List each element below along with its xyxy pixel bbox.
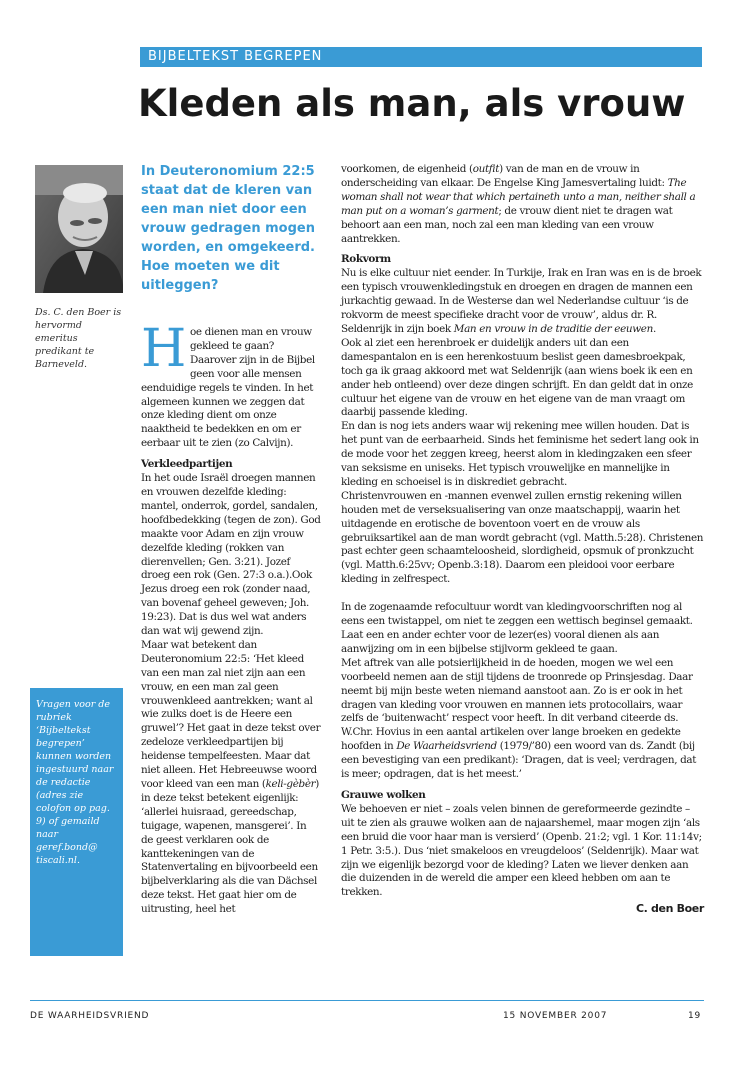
subheading-rokvorm: Rokvorm bbox=[341, 253, 391, 266]
subheading-verkleedpartijen: Verkleedpartijen bbox=[141, 458, 233, 471]
paragraph: In het oude Israël droegen mannen en vrouwen dezelfde kleding: mantel, onderrok, gordel, sandalen, hoofdbedekking (tegen de zon). God maakte voor Adam en zijn vrouw dezelfde kleding (rokken van dierenvellen; Gen. 3:21). Jozef droeg een rok (Gen. 27:3 o.a.).Ook Jezus droeg een rok (zonder naad, van bovenaf geheel geweven; Joh. 19:23). Dat is dus wel wat anders dan wat wij gewend zijn. bbox=[141, 472, 321, 638]
paragraph: We behoeven er niet – zoals velen binnen de gereformeerde gezindte – uit te zien als grauwe wolken aan de najaarshemel, maar mogen zijn ‘als een bruid die voor haar man is versierd’ (Openb. 21:2; vgl. 1 Kor. 11:14v; 1 Petr. 3:5.). Dus ‘niet smakeloos en vreugdeloos’ (Seldenrijk). Maar wat zijn we eigenlijk bezorgd voor de kleding? Laten we liever denken aan die duizenden in de wereld die amper een kleed hebben om aan te trekken. bbox=[341, 802, 702, 899]
magazine-title: De Waarheidsvriend bbox=[396, 740, 497, 753]
author-photo bbox=[35, 165, 123, 293]
paragraph: In de zogenaamde refocultuur wordt van kledingvoorschriften nog al eens een twistappel, om niet te zeggen een wettisch beginsel gemaakt. Laat een en ander echter voor de lezer(es) vooral dienen als aan aanwijzing om in een bijbelse stijlvorm gekleed te gaan. bbox=[341, 601, 693, 655]
paragraph: En dan is nog iets anders waar wij rekening mee willen houden. Dat is het punt van de eerbaarheid. Sinds het feminisme het sedert lang ook in de mode voor het zeggen kreeg, heerst alom in kledingzaken een sfeer van seksisme en uniseks. Het typisch vrouwelijke en mannelijke in kleding en schoeisel is in diskrediet gebracht. bbox=[341, 420, 699, 488]
article-column-right bbox=[341, 163, 704, 916]
paragraph: Nu is elke cultuur niet eender. In Turkije, Irak en Iran was en is de broek een typisch vrouwenkledingstuk en droegen en dragen de mannen een jurkachtig gewaad. In de Westerse dan wel Nederlandse cultuur ‘is de rokvorm de meest specifieke dracht voor de vrouw’, aldus dr. R. Seldenrijk in zijn boek Man en vrouw in de traditie der eeuwen. bbox=[341, 267, 702, 335]
paragraph: voorkomen, de eigenheid (outfit) van de man en de vrouw in onderscheiding van elkaar. De Engelse King Jamesvertaling luidt: The woman shall not wear that which pertaineth unto a man, neither shall a man put on a woman’s garment; de vrouw dient niet te dragen wat behoort aan een man, noch zal een man kleding van een vrouw aantrekken. bbox=[341, 163, 696, 245]
footer-rule bbox=[30, 1000, 704, 1001]
footer-date: 15 NOVEMBER 2007 bbox=[503, 1011, 608, 1021]
submission-note-box bbox=[30, 688, 123, 956]
paragraph: Hoe dienen man en vrouw gekleed te gaan? Daarover zijn in de Bijbel geen voor alle mensen eenduidige regels te vinden. In het algemeen kunnen we zeggen dat onze kleding dient om onze naaktheid te bedekken en om er eerbaar uit te zien (zo Calvijn). bbox=[141, 319, 315, 450]
article-column-left bbox=[141, 319, 321, 917]
book-title: Man en vrouw in de traditie der eeuwen bbox=[453, 322, 653, 335]
submission-note-text: Vragen voor de rubriek ‘Bijbeltekst begrepen’ kunnen worden ingestuurd naar de redactie (adres zie colofon op pag. 9) of gemaild naar geref.bond@ tiscali.nl. bbox=[36, 699, 114, 866]
kjv-quote: The woman shall not wear that which pertaineth unto a man, neither shall a man put on a woman’s garment bbox=[341, 176, 696, 217]
footer-page-number: 19 bbox=[688, 1011, 702, 1021]
section-tag-label: BIJBELTEKST BEGREPEN bbox=[148, 49, 323, 64]
subheading-grauwe-wolken: Grauwe wolken bbox=[341, 788, 426, 801]
section-tag bbox=[140, 47, 702, 67]
paragraph: Christenvrouwen en -mannen evenwel zullen ernstig rekening willen houden met de verseksualisering van onze maatschappij, waarin het uitdagende en erotische de boventoon voert en de vrouw als gebruiksartikel aan de man wordt gebracht (vgl. Matth.5:28). Christenen past echter geen schaamteloosheid, slordigheid, opsmuk of pronkzucht (vgl. Matth.6:25vv; Openb.3:18). Daarom een pleidooi voor eerbare kleding in zelfrespect. bbox=[341, 489, 704, 586]
drop-cap: H bbox=[141, 319, 186, 379]
intro-lead: In Deuteronomium 22:5 staat dat de kleren van een man niet door een vrouw gedragen mogen worden, en omgekeerd. Hoe moeten we dit uitleggen? bbox=[141, 164, 315, 293]
author-caption: Ds. C. den Boer is hervormd emeritus predikant te Barneveld. bbox=[35, 307, 122, 370]
footer-publication: DE WAARHEIDSVRIEND bbox=[30, 1011, 150, 1021]
paragraph: Met aftrek van alle potsierlijkheid in de hoeden, mogen we wel een voorbeeld nemen aan de stijl tijdens de troonrede op Prinsjesdag. Daar neemt bij mijn beste weten niemand aanstoot aan. Zo is er ook in het dragen van kleding voor vrouwen en mannen iets protocollairs, waar zelfs de ‘buitenwacht’ respect voor heeft. In dit verband citeerde ds. W.Chr. Hovius in een aantal artikelen over lange broeken en gedekte hoofden in De Waarheidsvriend (1979/’80) een woord van ds. Zandt (bij een bevestiging van een predikant): ‘Dragen, dat is veel; verdragen, dat is meer; opdragen, dat is het meest.’ bbox=[341, 656, 697, 781]
hebrew-term: keli-gèbèr bbox=[265, 778, 316, 790]
paragraph: Ook al ziet een herenbroek er duidelijk anders uit dan een damespantalon en is een herenkostuum beslist geen damesbroekpak, toch ga ik graag akkoord met wat Seldenrijk (aan wiens boek ik een en ander heb ontleend) over deze dingen schrijft. En dan geldt dat in onze cultuur het eigene van de vrouw en het eigene van de man vraagt om daarbij passende kleding. bbox=[341, 336, 693, 419]
article-title: Kleden als man, als vrouw bbox=[138, 82, 686, 125]
author-signature: C. den Boer bbox=[635, 902, 704, 916]
paragraph: Maar wat betekent dan Deuteronomium 22:5: ‘Het kleed van een man zal niet zijn aan een vrouw, en een man zal geen vrouwenkleed aantrekken; want al wie zulks doet is de Heere een gruwel’? Het gaat in deze tekst over zedeloze verkleedpartijen bij heidense tempelfeesten. Maar dat niet alleen. Het Hebreeuwse woord voor kleed van een man (keli-gèbèr) in deze tekst betekent eigenlijk: ‘allerlei huisraad, gereedschap, tuigage, wapenen, mansgerei’. In de geest verklaren ook de kanttekeningen van de Statenvertaling en bijvoorbeeld een bijbelverklaring als die van Dächsel deze tekst. Het gaat hier om de uitrusting, heel het bbox=[141, 638, 321, 916]
